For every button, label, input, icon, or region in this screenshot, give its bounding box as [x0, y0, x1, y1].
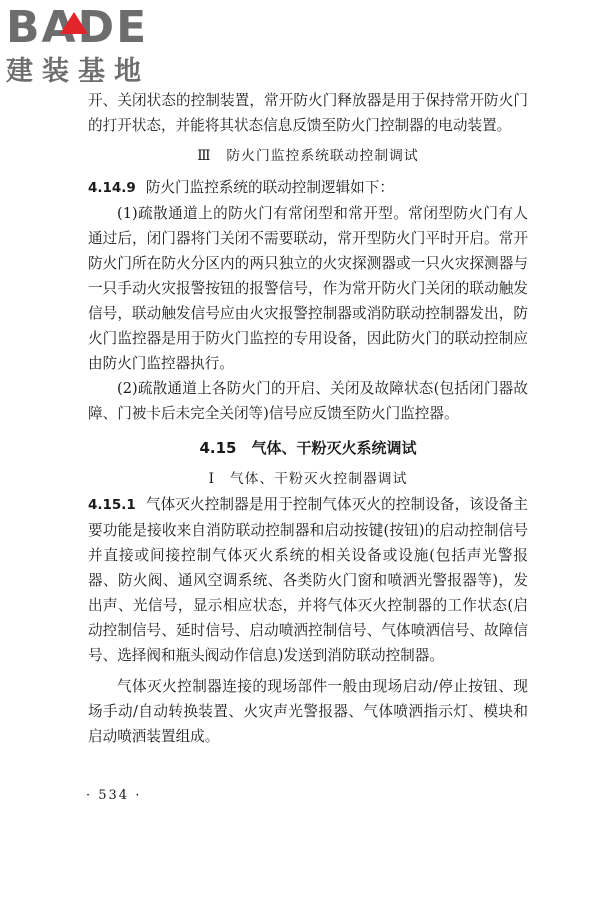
intro-paragraph: 开、关闭状态的控制装置，常开防火门释放器是用于保持常开防火门的打开状态，并能将其状态信息反馈至防火门控制器的电动装置。 [88, 92, 528, 134]
clause-4-14-9 [88, 175, 528, 201]
list-item-2: (2)疏散通道上各防火门的开启、关闭及故障状态(包括闭门器故障、门被卡后未完全关闭等)信号应反馈至防火门监控器。 [88, 380, 528, 422]
sub-heading-i: Ⅰ 气体、干粉灭火控制器调试 [208, 471, 408, 487]
clause-number: 4.14.9 [88, 180, 136, 196]
logo-accent-triangle [60, 12, 88, 34]
section-heading-4-15: 4.15 气体、干粉灭火系统调试 [199, 439, 417, 457]
bade-logo [6, 4, 176, 96]
closing-paragraph: 气体灭火控制器连接的现场部件一般由现场启动/停止按钮、现场手动/自动转换装置、火灾声光警报器、气体喷洒指示灯、模块和启动喷洒装置组成。 [88, 678, 528, 745]
clause-text: 防火门监控系统的联动控制逻辑如下： [145, 179, 394, 196]
logo-brand: BADE [6, 2, 149, 53]
logo-subtitle: 建装基地 [6, 56, 150, 87]
clause-text: 气体灭火控制器是用于控制气体灭火的控制设备，该设备主要功能是接收来自消防联动控制器和启动按键(按钮)的启动控制信号并直接或间接控制气体灭火系统的相关设备或设施(包括声光警报器、防火阀、通风空调系统、各类防火门窗和喷洒光警报器等)，发出声、光信号，显示相应状态，并将气体灭火控制器的工作状态(启动控制信号、延时信号、启动喷洒控制信号、气体喷洒信号、故障信号、选择阀和瓶头阀动作信息)发送到消防联动控制器。 [88, 496, 528, 664]
sub-heading-iii: Ⅲ 防火门监控系统联动控制调试 [197, 148, 419, 164]
clause-4-15-1 [88, 492, 528, 668]
document-body [88, 88, 528, 749]
list-item-1: (1)疏散通道上的防火门有常闭型和常开型。常闭型防火门有人通过后，闭门器将门关闭不需要联动，常开型防火门平时开启。常开防火门所在防火分区内的两只独立的火灾探测器或一只火灾探测器与一只手动火灾报警按钮的报警信号，作为常开防火门关闭的联动触发信号，联动触发信号应由火灾报警控制器或消防联动控制器发出，防火门监控器是用于防火门监控的专用设备，因此防火门的联动控制应由防火门监控器执行。 [88, 205, 528, 372]
page-number: · 534 · [86, 788, 142, 803]
clause-number: 4.15.1 [88, 497, 136, 513]
